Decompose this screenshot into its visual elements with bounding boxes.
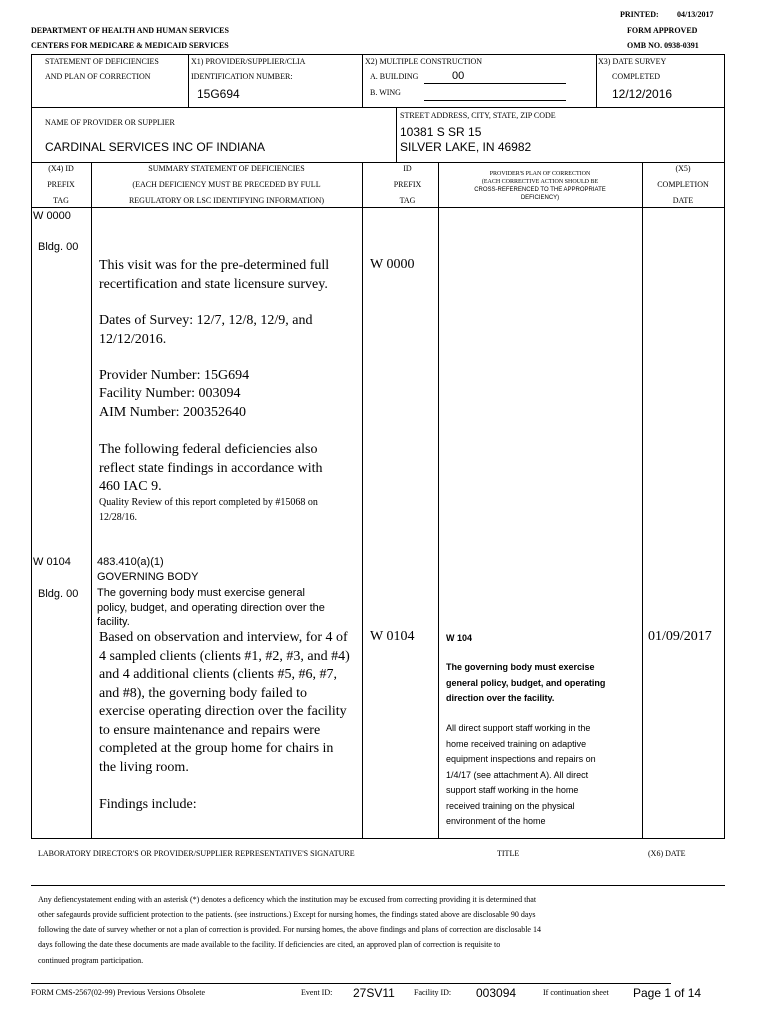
col-id-3: TAG (399, 196, 416, 205)
entry-1-paragraph-2: Dates of Survey: 12/7, 12/8, 12/9, and 12/12/2016. (99, 313, 313, 347)
x3-label-2: COMPLETED (612, 72, 660, 81)
col-summary-1: SUMMARY STATEMENT OF DEFICIENCIES (148, 164, 305, 173)
col-id-1: ID (403, 164, 412, 173)
statement-label-2: AND PLAN OF CORRECTION (45, 72, 151, 81)
title-label: TITLE (497, 849, 520, 858)
entry-1-tag: W 0000 (33, 210, 71, 222)
printed-date: 04/13/2017 (677, 10, 714, 19)
col-x4-2: PREFIX (47, 180, 75, 189)
col-x5-2: COMPLETION (657, 180, 709, 189)
col-plan-3: CROSS-REFERENCED TO THE APPROPRIATE (474, 187, 606, 193)
survey-date-value: 12/12/2016 (612, 87, 673, 101)
entry-2-paragraph-1: Based on observation and interview, for 4 of 4 sampled clients (clients #1, #2, #3, and #4) and 4 additional clients (clients #5, #6, #7, and #8), the governing body failed to exercise operating direction over the facility to ensure maintenance and repairs were completed at the group home for chairs in the living room. (99, 630, 350, 775)
col-id-2: PREFIX (393, 180, 422, 189)
entry-1-paragraph-1: This visit was for the pre-determined full recertification and state licensure survey. (99, 258, 330, 292)
disclaimer-line-1: Any defiencystatement ending with an asterisk (*) denotes a deficency which the institution may be excused from correcting providing it is determined that (38, 895, 537, 904)
page-number: Page 1 of 14 (633, 986, 702, 1000)
plan-tag: W 104 (446, 633, 473, 643)
disclaimer-line-4: days following the date these documents are made available to the facility. If deficiencies are cited, an approved plan of correction is requisite to (38, 940, 501, 949)
x6-date-label: (X6) DATE (648, 849, 686, 858)
entry-1-aim-number: AIM Number: 200352640 (99, 405, 246, 420)
building-label: A. BUILDING (370, 72, 419, 81)
x2-label: X2) MULTIPLE CONSTRUCTION (365, 57, 483, 66)
col-x4-3: TAG (53, 196, 69, 205)
entry-1-facility-number: Facility Number: 003094 (99, 386, 241, 401)
entry-2-tag: W 0104 (33, 556, 71, 568)
form-number: FORM CMS-2567(02-99) Previous Versions Obsolete (31, 988, 206, 997)
entry-1-quality-review: Quality Review of this report completed by #15068 on 12/28/16. (99, 497, 318, 523)
x3-label-1: X3) DATE SURVEY (598, 57, 667, 66)
facility-id-value: 003094 (476, 986, 517, 1000)
form-approved: FORM APPROVED (627, 26, 698, 35)
completion-date: 01/09/2017 (648, 629, 712, 644)
col-x4-1: (X4) ID (48, 164, 74, 173)
printed-label: PRINTED: (620, 10, 659, 19)
entry-2-findings: Findings include: (99, 797, 197, 812)
entry-1-paragraph-4: The following federal deficiencies also reflect state findings in accordance with 460 IAC 9. (99, 442, 323, 494)
x1-label-1: X1) PROVIDER/SUPPLIER/CLIA (191, 57, 306, 66)
plan-heading: The governing body must exercise general policy, budget, and operating direction over the facility. (446, 662, 606, 703)
plan-body: All direct support staff working in the home received training on adaptive equipment inspections and repairs on 1/4/17 (see attachment A). All direct support staff working in the home received training on the physical environment of the home (446, 723, 596, 826)
entry-1-id-tag: W 0000 (370, 257, 415, 272)
signature-label: LABORATORY DIRECTOR'S OR PROVIDER/SUPPLIER REPRESENTATIVE'S SIGNATURE (38, 849, 355, 858)
disclaimer-line-3: following the date of survey whether or not a plan of correction is provided. For nursing homes, the above findings and plans of correction are disclosable 14 (38, 925, 541, 934)
entry-1-bldg: Bldg. 00 (38, 241, 79, 253)
address-label: STREET ADDRESS, CITY, STATE, ZIP CODE (400, 111, 556, 120)
col-plan-2: (EACH CORRECTIVE ACTION SHOULD BE (481, 179, 599, 185)
facility-id-label: Facility ID: (414, 988, 452, 997)
entry-2-id-tag: W 0104 (370, 629, 415, 644)
event-id-value: 27SV11 (353, 986, 395, 1000)
entry-2-rule: The governing body must exercise general policy, budget, and operating direction over the facility. (97, 587, 325, 628)
omb-number: OMB NO. 0938-0391 (627, 41, 699, 50)
col-summary-3: REGULATORY OR LSC IDENTIFYING INFORMATION) (128, 196, 325, 205)
building-value: 00 (452, 70, 465, 82)
address-line-1: 10381 S SR 15 (400, 125, 482, 139)
provider-id-value: 15G694 (197, 87, 240, 101)
statement-label-1: STATEMENT OF DEFICIENCIES (45, 57, 159, 66)
col-plan-4: DEFICIENCY) (520, 195, 560, 201)
col-x5-3: DATE (672, 196, 694, 205)
wing-label: B. WING (370, 88, 401, 97)
col-x5-1: (X5) (675, 164, 691, 173)
col-plan-1: PROVIDER'S PLAN OF CORRECTION (489, 171, 591, 177)
entry-2-regulation: 483.410(a)(1) (97, 556, 164, 568)
centers-title: CENTERS FOR MEDICARE & MEDICAID SERVICES (31, 41, 229, 50)
entry-2-bldg: Bldg. 00 (38, 588, 79, 600)
continuation-label: If continuation sheet (543, 988, 609, 997)
entry-2-title: GOVERNING BODY (97, 571, 199, 583)
disclaimer-line-2: other safegaurds provide sufficient protection to the patients. (see instructions.) Except for nursing homes, the findings stated above are disclosable 90 days (38, 910, 536, 919)
disclaimer-line-5: continued program participation. (38, 956, 144, 965)
provider-name-value: CARDINAL SERVICES INC OF INDIANA (45, 140, 266, 154)
event-id-label: Event ID: (301, 988, 333, 997)
x1-label-2: IDENTIFICATION NUMBER: (191, 72, 293, 81)
address-line-2: SILVER LAKE, IN 46982 (400, 140, 532, 154)
col-summary-2: (EACH DEFICIENCY MUST BE PRECEDED BY FULL (132, 180, 321, 189)
dept-title: DEPARTMENT OF HEALTH AND HUMAN SERVICES (31, 26, 229, 35)
entry-1-provider-number: Provider Number: 15G694 (99, 368, 250, 383)
provider-name-label: NAME OF PROVIDER OR SUPPLIER (45, 118, 175, 127)
